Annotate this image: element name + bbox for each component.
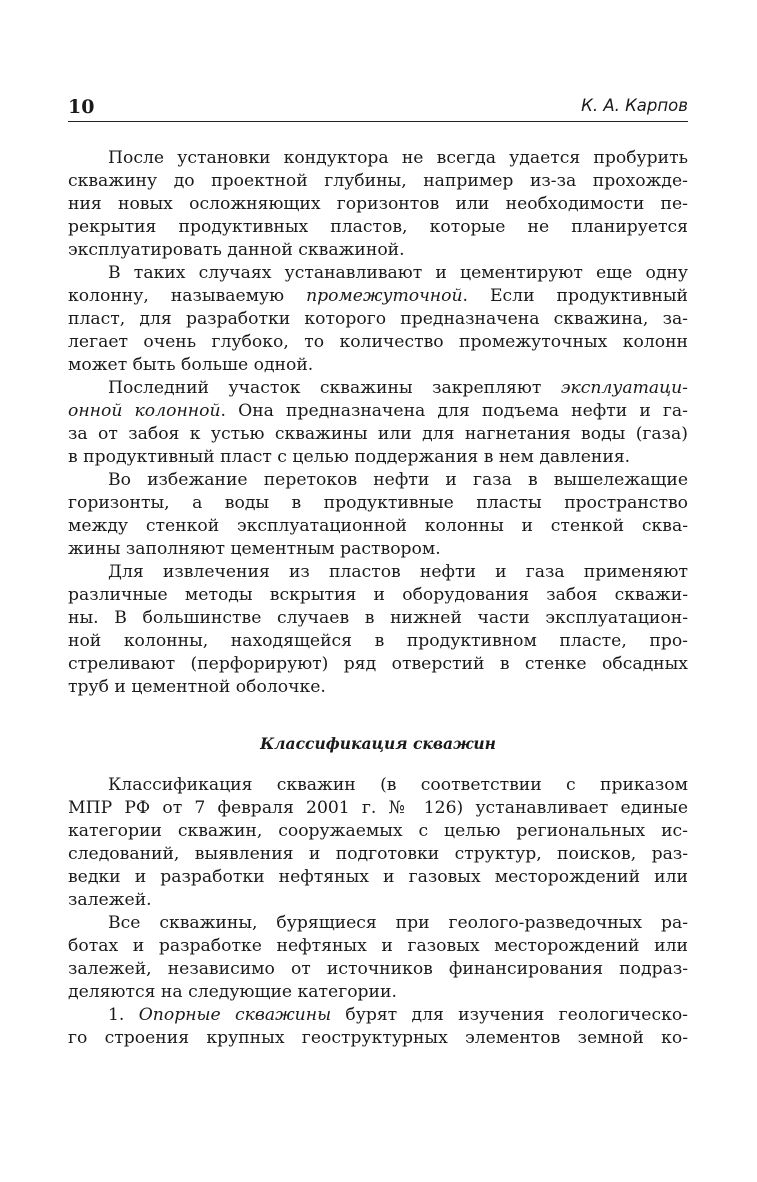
text-line: колонну, называемую промежуточной. Если продуктивный (68, 286, 688, 306)
header-rule (68, 121, 688, 122)
text-line: скважину до проектной глубины, например из-за прохожде- (68, 171, 688, 191)
text-line: эксплуатировать данной скважиной. (68, 240, 405, 260)
text-line: залежей, независимо от источников финансирования подраз- (68, 959, 688, 979)
text-line: После установки кондуктора не всегда удается пробурить (108, 148, 688, 168)
text-line: го строения крупных геоструктурных элементов земной ко- (68, 1028, 688, 1048)
text-line: Во избежание перетоков нефти и газа в вышележащие (108, 470, 688, 490)
running-header (68, 96, 688, 124)
text-line: МПР РФ от 7 февраля 2001 г. № 126) устанавливает единые (68, 798, 688, 818)
text-line: ботах и разработке нефтяных и газовых месторождений или (68, 936, 688, 956)
text-line: ведки и разработки нефтяных и газовых месторождений или (68, 867, 688, 887)
section-heading: Классификация скважин (260, 734, 496, 753)
text-line: различные методы вскрытия и оборудования забоя скважи- (68, 585, 688, 605)
text-line: ны. В большинстве случаев в нижней части эксплуатацион- (68, 608, 688, 628)
text-line: пласт, для разработки которого предназначена скважина, за- (68, 309, 688, 329)
text-line: ния новых осложняющих горизонтов или необходимости пе- (68, 194, 688, 214)
text-line: горизонты, а воды в продуктивные пласты пространство (68, 493, 688, 513)
text-line: жины заполняют цементным раствором. (68, 539, 441, 559)
text-line: за от забоя к устью скважины или для нагнетания воды (газа) (68, 424, 688, 444)
text-line: Для извлечения из пластов нефти и газа применяют (108, 562, 688, 582)
text-line: онной колонной. Она предназначена для подъема нефти и га- (68, 401, 688, 421)
text-line: залежей. (68, 890, 152, 910)
text-line: труб и цементной оболочке. (68, 677, 326, 697)
text-line: стреливают (перфорируют) ряд отверстий в стенке обсадных (68, 654, 688, 674)
text-line: между стенкой эксплуатационной колонны и стенкой сква- (68, 516, 688, 536)
text-line: ной колонны, находящейся в продуктивном пласте, про- (68, 631, 688, 651)
running-author: К. А. Карпов (581, 96, 688, 115)
page-number: 10 (68, 96, 95, 118)
text-line: рекрытия продуктивных пластов, которые не планируется (68, 217, 688, 237)
text-line: деляются на следующие категории. (68, 982, 397, 1002)
text-line: В таких случаях устанавливают и цементируют еще одну (108, 263, 688, 283)
text-line: Последний участок скважины закрепляют эксплуатаци- (108, 378, 688, 398)
text-line: категории скважин, сооружаемых с целью региональных ис- (68, 821, 688, 841)
text-line: 1. Опорные скважины бурят для изучения геологическо- (108, 1005, 688, 1025)
text-line: следований, выявления и подготовки структур, поисков, раз- (68, 844, 688, 864)
text-line: Классификация скважин (в соответствии с приказом (108, 775, 688, 795)
text-line: легает очень глубоко, то количество промежуточных колонн (68, 332, 688, 352)
text-line: в продуктивный пласт с целью поддержания в нем давления. (68, 447, 631, 467)
text-line: может быть больше одной. (68, 355, 314, 375)
text-line: Все скважины, бурящиеся при геолого-разведочных ра- (108, 913, 688, 933)
